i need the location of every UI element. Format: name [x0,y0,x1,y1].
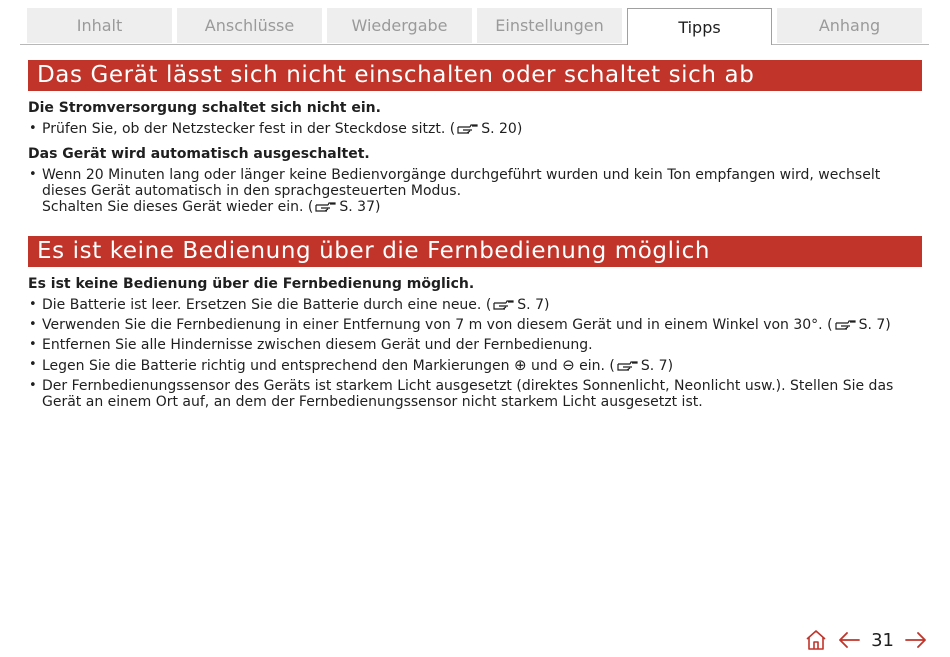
tab-einstellungen[interactable]: Einstellungen [477,8,622,43]
list-item [28,167,922,215]
item-text: Schalten Sie dieses Gerät wieder ein. [42,199,304,215]
page-number: 31 [871,629,894,651]
item-text: Entfernen Sie alle Hindernisse zwischen diesem Gerät und der Fernbedienung. [42,337,593,353]
solution-list [28,297,922,410]
problem-heading: Das Gerät wird automatisch ausgeschaltet. [28,146,370,162]
list-item [28,317,922,333]
previous-page-icon[interactable] [837,630,861,650]
list-item [28,337,922,353]
solution-list [28,121,922,137]
minus-polarity-icon: ⊖ [562,356,575,374]
page-reference[interactable]: ( S. 7) [827,317,891,333]
list-item [28,297,922,313]
page-navigation [805,627,928,653]
page-reference[interactable]: ( S. 7) [609,358,674,374]
section-body [28,276,922,410]
tab-anschluesse[interactable]: Anschlüsse [177,8,322,43]
tab-anhang[interactable]: Anhang [777,8,922,43]
list-item [28,357,922,374]
tab-wiedergabe[interactable]: Wiedergabe [327,8,472,43]
pointing-hand-icon [835,319,857,332]
solution-list [28,167,922,215]
section-body [28,100,922,215]
tab-inhalt[interactable]: Inhalt [27,8,172,43]
section-title: Es ist keine Bedienung über die Fernbedienung möglich [28,236,922,267]
item-text: Die Batterie ist leer. Ersetzen Sie die Batterie durch eine neue. [42,297,482,313]
problem-heading: Die Stromversorgung schaltet sich nicht ein. [28,100,381,116]
tab-bar [20,8,929,45]
section-title: Das Gerät lässt sich nicht einschalten oder schaltet sich ab [28,60,922,91]
page-reference[interactable]: ( S. 20) [449,121,523,137]
tab-tipps[interactable]: Tipps [627,8,772,45]
plus-polarity-icon: ⊕ [513,356,527,374]
pointing-hand-icon [617,360,639,373]
home-icon[interactable] [805,629,827,651]
item-text: Prüfen Sie, ob der Netzstecker fest in der Steckdose sitzt. [42,121,446,137]
item-text: Wenn 20 Minuten lang oder länger keine Bedienvorgänge durchgeführt wurden und kein Ton empfangen wird, wechselt dieses Gerät automatisch in den sprachgesteuerten Modus. [42,167,881,199]
item-text: ein. [579,358,605,374]
item-text: Legen Sie die Batterie richtig und entsprechend den Markierungen [42,358,510,374]
next-page-icon[interactable] [904,630,928,650]
item-text: Der Fernbedienungssensor des Geräts ist starkem Licht ausgesetzt (direktes Sonnenlicht, Neonlicht usw.). Stellen Sie das Gerät an einem Ort auf, an dem der Fernbedienungssensor nicht starkem Licht ausgesetzt ist. [42,378,894,410]
pointing-hand-icon [493,299,515,312]
list-item [28,121,922,137]
item-text: und [531,358,558,374]
list-item [28,378,922,410]
page-reference[interactable]: ( S. 7) [485,297,550,313]
pointing-hand-icon [457,123,479,136]
pointing-hand-icon [315,201,337,214]
problem-heading: Es ist keine Bedienung über die Fernbedienung möglich. [28,276,475,292]
page-reference[interactable]: ( S. 37) [307,199,381,215]
item-text: Verwenden Sie die Fernbedienung in einer Entfernung von 7 m von diesem Gerät und in einem Winkel von 30°. [42,317,823,333]
